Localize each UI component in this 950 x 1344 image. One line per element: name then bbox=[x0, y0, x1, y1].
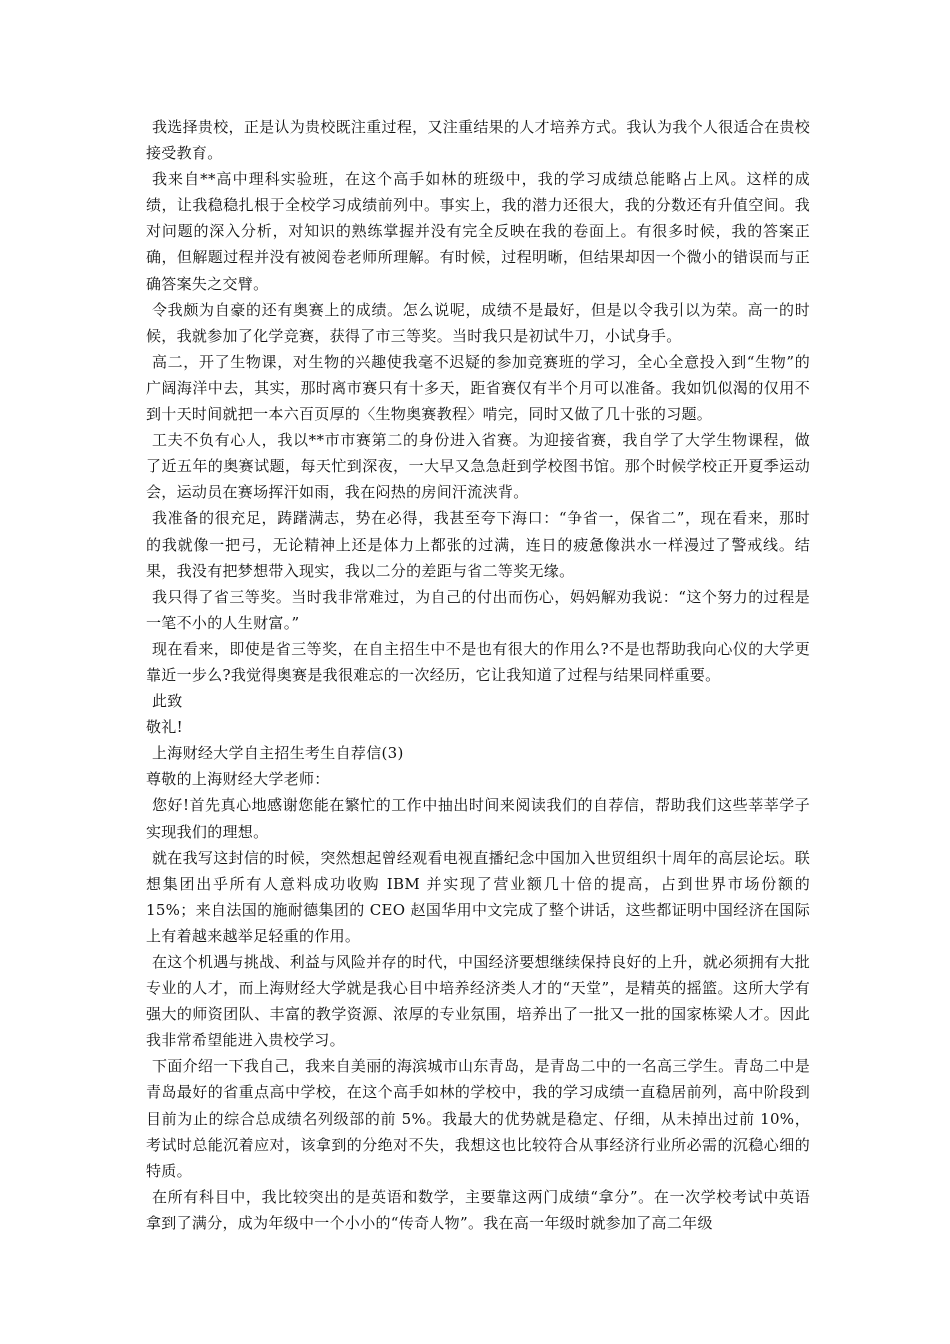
paragraph: 我准备的很充足，踌躇满志，势在必得，我甚至夸下海口：“争省一，保省二”，现在看来，那时的我就像一把弓，无论精神上还是体力上都张的过满，连日的疲惫像洪水一样漫过了警戒线。结果，我没有把梦想带入现实，我以二分的差距与省二等奖无缘。 bbox=[146, 509, 810, 580]
paragraph: 就在我写这封信的时候，突然想起曾经观看电视直播纪念中国加入世贸组织十周年的高层论坛。联想集团出乎所有人意料成功收购 IBM 并实现了营业额几十倍的提高，占到世界市场份额的 15%；来自法国的施耐德集团的 CEO 赵国华用中文完成了整个讲话，这些都证明中国经济在国际上有着越来越举足轻重的作用。 bbox=[146, 848, 810, 945]
paragraph: 在这个机遇与挑战、利益与风险并存的时代，中国经济要想继续保持良好的上升，就必须拥有大批专业的人才，而上海财经大学就是我心目中培养经济类人才的“天堂”，是精英的摇篮。这所大学有强大的师资团队、丰富的教学资源、浓厚的专业氛围，培养出了一批又一批的国家栋梁人才。因此我非常希望能进入贵校学习。 bbox=[146, 953, 810, 1050]
paragraph: 上海财经大学自主招生考生自荐信(3) bbox=[152, 744, 404, 763]
document-page bbox=[146, 114, 810, 1236]
paragraph: 在所有科目中，我比较突出的是英语和数学，主要靠这两门成绩“拿分”。在一次学校考试中英语拿到了满分，成为年级中一个小小的“传奇人物”。我在高一年级时就参加了高二年级 bbox=[146, 1187, 810, 1232]
paragraph: 现在看来，即使是省三等奖，在自主招生中不是也有很大的作用么?不是也帮助我向心仪的大学更靠近一步么?我觉得奥赛是我很难忘的一次经历，它让我知道了过程与结果同样重要。 bbox=[146, 639, 810, 684]
paragraph: 我来自**高中理科实验班，在这个高手如林的班级中，我的学习成绩总能略占上风。这样的成绩，让我稳稳扎根于全校学习成绩前列中。事实上，我的潜力还很大，我的分数还有升值空间。我对问题的深入分析，对知识的熟练掌握并没有完全反映在我的卷面上。有很多时候，我的答案正确，但解题过程并没有被阅卷老师所理解。有时候，过程明晰，但结果却因一个微小的错误而与正确答案失之交臂。 bbox=[146, 170, 810, 293]
paragraph: 此致 bbox=[152, 692, 183, 711]
paragraph: 敬礼! bbox=[146, 718, 183, 737]
paragraph: 尊敬的上海财经大学老师： bbox=[146, 770, 330, 789]
paragraph: 我选择贵校，正是认为贵校既注重过程，又注重结果的人才培养方式。我认为我个人很适合在贵校接受教育。 bbox=[146, 118, 810, 163]
paragraph: 工夫不负有心人，我以**市市赛第二的身份进入省赛。为迎接省赛，我自学了大学生物课程，做了近五年的奥赛试题，每天忙到深夜，一大早又急急赶到学校图书馆。那个时候学校正开夏季运动会，运动员在赛场挥汗如雨，我在闷热的房间汗流浃背。 bbox=[146, 431, 810, 502]
paragraph: 我只得了省三等奖。当时我非常难过，为自己的付出而伤心，妈妈解劝我说：“这个努力的过程是一笔不小的人生财富。” bbox=[146, 587, 810, 632]
paragraph: 令我颇为自豪的还有奥赛上的成绩。怎么说呢，成绩不是最好，但是以令我引以为荣。高一的时候，我就参加了化学竞赛，获得了市三等奖。当时我只是初试牛刀，小试身手。 bbox=[146, 300, 810, 345]
paragraph: 高二，开了生物课，对生物的兴趣使我毫不迟疑的参加竞赛班的学习，全心全意投入到“生物”的广阔海洋中去，其实，那时离市赛只有十多天，距省赛仅有半个月可以准备。我如饥似渴的仅用不到十天时间就把一本六百页厚的〈生物奥赛教程〉啃完，同时又做了几十张的习题。 bbox=[146, 352, 810, 424]
paragraph: 您好!首先真心地感谢您能在繁忙的工作中抽出时间来阅读我们的自荐信，帮助我们这些莘莘学子实现我们的理想。 bbox=[146, 796, 810, 841]
paragraph: 下面介绍一下我自己，我来自美丽的海滨城市山东青岛，是青岛二中的一名高三学生。青岛二中是青岛最好的省重点高中学校，在这个高手如林的学校中，我的学习成绩一直稳居前列，高中阶段到目前为止的综合总成绩名列级部的前 5%。我最大的优势就是稳定、仔细，从未掉出过前 10%，考试时总能沉着应对，该拿到的分绝对不失，我想这也比较符合从事经济行业所必需的沉稳心细的特质。 bbox=[146, 1057, 810, 1180]
